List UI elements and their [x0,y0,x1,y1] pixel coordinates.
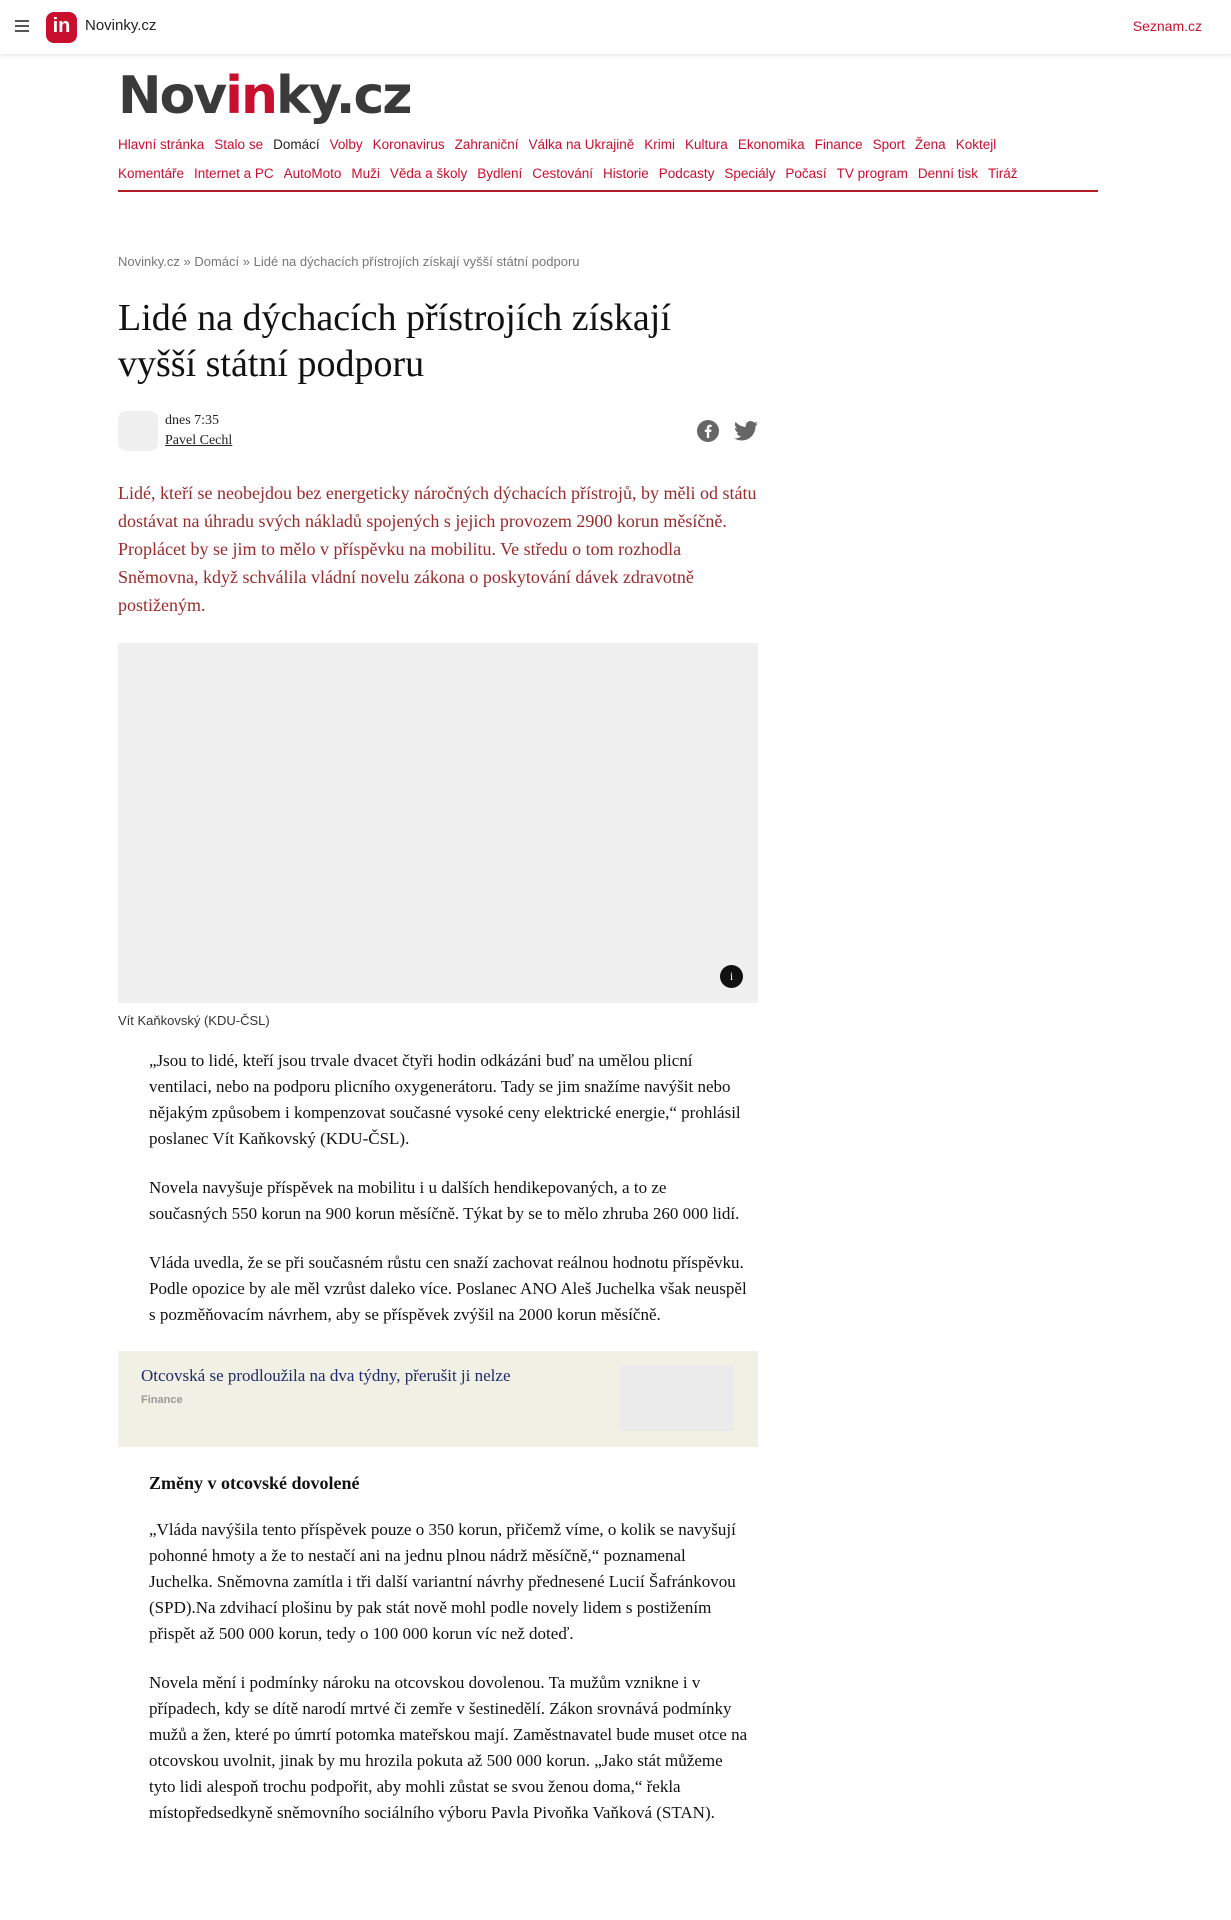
breadcrumb [118,254,758,269]
nav-item-koronavirus[interactable]: Koronavirus [372,137,445,152]
breadcrumb-separator: » [239,254,254,269]
nav-item-tv-program[interactable]: TV program [836,166,908,181]
article-meta [118,411,758,455]
menu-icon[interactable] [15,20,29,32]
nav-item-volby[interactable]: Volby [329,137,363,152]
facebook-share-icon[interactable] [696,419,720,443]
article-paragraph: Novela navyšuje příspěvek na mobilitu i u dalších hendikepovaných, a to ze současných 550 korun na 900 korun měsíčně. Týkat by se to mělo zhruba 260 000 lidí. [149,1178,740,1223]
image-info-button[interactable]: i [720,965,743,988]
related-article-title[interactable]: Otcovská se prodloužila na dva týdny, přerušit ji nelze [141,1366,511,1385]
nav-item-ekonomika[interactable]: Ekonomika [737,137,805,152]
main-nav [118,130,1098,192]
article-image-placeholder[interactable] [118,643,758,1003]
logo-text-start: Nov [118,66,226,126]
nav-item-stalo-se[interactable]: Stalo se [214,137,264,152]
nav-item-historie[interactable]: Historie [603,166,649,181]
nav-item-internet-a-pc[interactable]: Internet a PC [194,166,274,181]
nav-row-secondary [118,159,1098,188]
related-article-thumbnail[interactable] [620,1365,734,1431]
breadcrumb-section[interactable]: Domácí [194,254,240,269]
article-paragraph: Vláda uvedla, že se při současném růstu cen snaží zachovat reálnou hodnotu příspěvku. Podle opozice by ale měl vzrůst daleko více. Poslanec ANO Aleš Juchelka však neuspěl s pozměňovacím návrhem, aby se příspěvek zvýšil na 2000 korun měsíčně. [149,1253,747,1324]
masthead-logo[interactable] [118,62,1098,130]
top-bar [0,0,1231,54]
breadcrumb-home[interactable]: Novinky.cz [118,254,180,269]
nav-item-specialy[interactable]: Speciály [724,166,776,181]
article-paragraph: „Vláda navýšila tento příspěvek pouze o 350 korun, přičemž víme, o kolik se navyšují pohonné hmoty a že to nestačí ani na jednu plnou nádrž měsíčně,“ poznamenal Juchelka. Sněmovna zamítla i tři další variantní návrhy přednesené Lucií Šafránkovou (SPD).Na zdvihací plošinu by pak stát nově mohl podle novely lidem s postižením přispět až 500 000 korun, tedy o 100 000 korun víc než doteď. [149,1520,736,1643]
nav-item-zahranicni[interactable]: Zahraniční [454,137,519,152]
article-body [118,1048,749,1328]
nav-item-tiraz[interactable]: Tiráž [987,166,1018,181]
nav-item-komentare[interactable]: Komentáře [118,166,185,181]
breadcrumb-current: Lidé na dýchacích přístrojích získají vyšší státní podporu [253,254,580,269]
article-headline: Lidé na dýchacích přístrojích získají vyšší státní podporu [118,297,671,385]
nav-item-muzi[interactable]: Muži [351,166,380,181]
nav-item-koktejl[interactable]: Koktejl [955,137,997,152]
nav-item-kultura[interactable]: Kultura [685,137,728,152]
nav-row-primary [118,130,1098,159]
twitter-share-icon[interactable] [734,421,758,441]
nav-item-hlavni-stranka[interactable]: Hlavní stránka [118,137,205,152]
article-paragraph: „Jsou to lidé, kteří jsou trvale dvacet čtyři hodin odkázáni buď na umělou plicní ventilaci, nebo na podporu plicního oxygenerátoru. Tady se jim snažíme navýšit nebo nějakým způsobem i kompenzovat současné vysoké ceny elektrické energie,“ prohlásil poslanec Vít Kaňkovský (KDU-ČSL). [149,1051,741,1148]
image-caption: Vít Kaňkovský (KDU-ČSL) [118,1013,270,1028]
nav-item-veda-a-skoly[interactable]: Věda a školy [389,166,468,181]
nav-item-zena[interactable]: Žena [914,137,946,152]
related-article-card[interactable] [118,1351,758,1447]
logo-text-accent: in [225,66,276,126]
related-article-category: Finance [141,1394,183,1406]
logo-text-end: ky.cz [275,66,411,126]
article-perex: Lidé, kteří se neobejdou bez energeticky náročných dýchacích přístrojů, by měli od státu dostávat na úhradu svých nákladů spojených s jejich provozem 2900 korun měsíčně. Proplácet by se jim to mělo v příspěvku na mobilitu. Ve středu o tom rozhodla Sněmovna, když schválila vládní novelu zákona o poskytování dávek zdravotně postiženým. [118,483,757,615]
nav-item-podcasty[interactable]: Podcasty [658,166,715,181]
nav-item-bydleni[interactable]: Bydlení [477,166,523,181]
nav-divider [118,190,1098,192]
breadcrumb-separator: » [179,254,195,269]
nav-item-krimi[interactable]: Krimi [644,137,676,152]
nav-item-valka-na-ukrajine[interactable]: Válka na Ukrajině [528,137,635,152]
nav-item-sport[interactable]: Sport [872,137,905,152]
novinky-logo-badge[interactable]: in [46,12,77,43]
nav-item-denni-tisk[interactable]: Denní tisk [917,166,978,181]
nav-item-pocasi[interactable]: Počasí [785,166,827,181]
article [118,254,758,1849]
nav-item-finance[interactable]: Finance [814,137,863,152]
masthead [118,62,1098,192]
nav-item-automoto[interactable]: AutoMoto [283,166,342,181]
nav-item-domaci[interactable]: Domácí [273,137,320,152]
article-subheading: Změny v otcovské dovolené [149,1473,360,1493]
article-paragraph: Novela mění i podmínky nároku na otcovskou dovolenou. Ta mužům vznikne i v případech, kdy se dítě narodí mrtvé či zemře v šestinedělí. Zákon srovnává podmínky mužů a žen, které po úmrtí potomka mateřskou mají. Zaměstnavatel bude muset otce na otcovskou uvolnit, jinak by mu hrozila pokuta až 500 000 korun. „Jako stát můžeme tyto lidi alespoň trochu podpořit, aby mohli zůstat se svou ženou doma,“ řekla místopředsedkyně sněmovního sociálního výboru Pavla Pivoňka Vaňková (STAN). [149,1673,748,1822]
publish-date: dnes 7:35 [165,413,220,428]
author-avatar [118,411,158,451]
author-link[interactable]: Pavel Cechl [165,433,233,448]
article-body-continued [118,1473,749,1826]
nav-item-cestovani[interactable]: Cestování [532,166,594,181]
site-name[interactable]: Novinky.cz [85,17,157,34]
seznam-link[interactable]: Seznam.cz [1132,18,1202,34]
